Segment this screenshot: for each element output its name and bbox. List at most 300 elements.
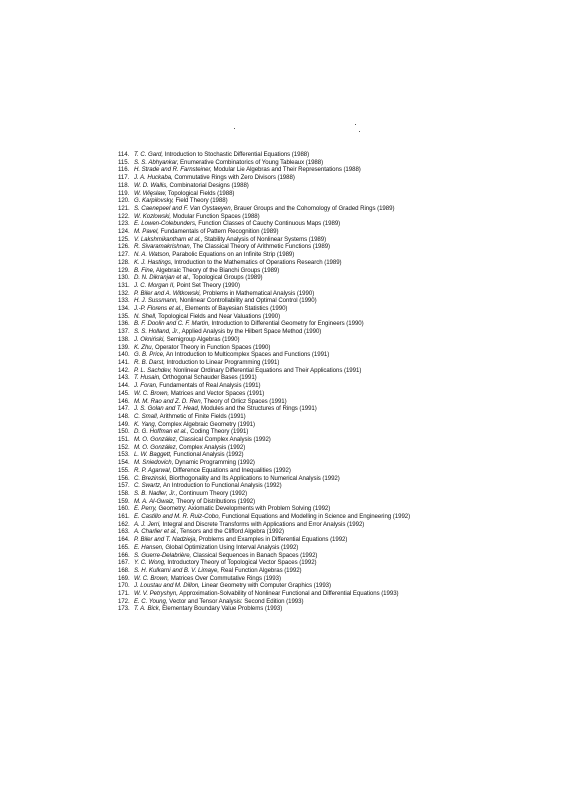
entry-author: S. H. Kulkarni and B. V. Limaye, — [134, 566, 219, 574]
entry-title: Commutative Rings with Zero Divisors (1988) — [174, 174, 295, 182]
list-item — [118, 498, 448, 506]
list-item — [118, 282, 448, 290]
entry-text — [134, 428, 448, 436]
entry-author: L. W. Baggett, — [134, 451, 172, 459]
entry-author: S. Guerre-Delabrière, — [134, 551, 192, 559]
entry-text — [134, 505, 448, 513]
entry-author: W. V. Petryshyn, — [134, 590, 178, 598]
list-item — [118, 174, 448, 182]
list-item — [118, 398, 448, 406]
entry-author: M. Pavel, — [134, 228, 159, 236]
entry-text — [134, 359, 448, 367]
entry-number: 151. — [118, 436, 130, 444]
entry-author: J. Loustau and M. Dillon, — [134, 582, 200, 590]
entry-author: D. G. Hoffman et al., — [134, 428, 189, 436]
entry-text — [134, 259, 448, 267]
entry-title: Theory of Distributions (1992) — [176, 497, 256, 505]
entry-number: 118. — [118, 181, 130, 189]
entry-author: N. A. Watson, — [134, 251, 171, 259]
list-item — [118, 575, 448, 583]
entry-text — [134, 598, 448, 606]
entry-text — [134, 297, 448, 305]
entry-title: Elementary Boundary Value Problems (1993) — [162, 605, 283, 613]
entry-author: J. Foran, — [134, 382, 158, 390]
entry-title: Matrices and Vector Spaces (1991) — [170, 389, 265, 397]
list-item — [118, 559, 448, 567]
entry-title: Field Theory (1988) — [175, 197, 228, 205]
entry-number: 167. — [118, 559, 130, 567]
entry-author: R. P. Agarwal, — [134, 466, 172, 474]
list-item — [118, 220, 448, 228]
entry-title: Introduction to Stochastic Differential Equations (1988) — [164, 151, 310, 158]
entry-author: E. Lowen-Colebunders, — [134, 220, 197, 228]
entry-text — [134, 344, 448, 352]
entry-number: 136. — [118, 320, 130, 328]
entry-number: 114. — [118, 151, 130, 158]
entry-text — [134, 336, 448, 344]
entry-title: Approximation-Solvability of Nonlinear Functional and Differential Equations (1993) — [179, 590, 399, 598]
list-item — [118, 428, 448, 436]
list-item — [118, 552, 448, 560]
entry-author: J. C. Morgan II, — [134, 281, 175, 289]
entry-title: Biorthogonality and Its Applications to Numerical Analysis (1992) — [169, 474, 340, 482]
entry-title: Semigroup Algebras (1990) — [166, 335, 240, 343]
entry-text — [134, 390, 448, 398]
list-item — [118, 374, 448, 382]
entry-number: 166. — [118, 551, 130, 559]
list-item — [118, 336, 448, 344]
entry-text — [134, 220, 448, 228]
entry-text — [134, 382, 448, 390]
entry-author: P. Biler and T. Nadzieja, — [134, 536, 198, 544]
entry-title: Linear Geometry with Computer Graphics (1993) — [201, 582, 331, 590]
entry-title: Global Optimization Using Interval Analysis (1992) — [165, 543, 299, 551]
entry-author: E. Perry, — [134, 505, 157, 513]
entry-number: 162. — [118, 520, 130, 528]
entry-number: 158. — [118, 489, 130, 497]
entry-author: D. N. Dikranjan et al., — [134, 274, 191, 282]
entry-author: N. Shell, — [134, 312, 157, 320]
entry-number: 146. — [118, 397, 130, 405]
entry-author: J. Okniński, — [134, 335, 165, 343]
list-item — [118, 313, 448, 321]
entry-number: 170. — [118, 582, 130, 590]
entry-author: M. Sniedovich, — [134, 459, 174, 467]
entry-title: Functional Analysis (1992) — [173, 451, 244, 459]
entry-title: Coding Theory (1991) — [190, 428, 249, 436]
entry-text — [134, 490, 448, 498]
list-item — [118, 151, 448, 159]
entry-author: J. A. Huckaba, — [134, 174, 173, 182]
entry-author: P. L. Sachdev, — [134, 366, 172, 374]
entry-number: 156. — [118, 474, 130, 482]
entry-author: S. B. Nadler, Jr., — [134, 489, 178, 497]
entry-number: 152. — [118, 443, 130, 451]
list-item — [118, 367, 448, 375]
entry-author: W. C. Brown, — [134, 574, 170, 582]
list-item — [118, 297, 448, 305]
entry-number: 147. — [118, 405, 130, 413]
entry-text — [134, 605, 448, 613]
list-item — [118, 536, 448, 544]
entry-text — [134, 590, 448, 598]
entry-number: 171. — [118, 590, 130, 598]
entry-text — [134, 213, 448, 221]
entry-number: 116. — [118, 166, 130, 174]
entry-text — [134, 513, 448, 521]
entry-text — [134, 528, 448, 536]
list-item — [118, 305, 448, 313]
entry-title: Topological Groups (1989) — [192, 274, 263, 282]
entry-number: 169. — [118, 574, 130, 582]
entry-title: Problems and Examples in Differential Equations (1992) — [198, 536, 348, 544]
list-item — [118, 528, 448, 536]
entry-text — [134, 413, 448, 421]
list-item — [118, 359, 448, 367]
list-item — [118, 274, 448, 282]
entry-author: E. Castillo and M. R. Ruiz-Cobo, — [134, 513, 221, 521]
scan-speck — [359, 131, 360, 132]
entry-text — [134, 236, 448, 244]
entry-author: S. S. Holland, Jr., — [134, 328, 181, 336]
entry-text — [134, 328, 448, 336]
entry-author: E. Hansen, — [134, 543, 164, 551]
list-item — [118, 413, 448, 421]
entry-author: G. B. Price, — [134, 351, 165, 359]
entry-text — [134, 190, 448, 198]
entry-title: Complex Algebraic Geometry (1991) — [158, 420, 255, 428]
scan-speck — [234, 128, 235, 129]
list-item — [118, 405, 448, 413]
entry-number: 157. — [118, 482, 130, 490]
entry-number: 121. — [118, 204, 130, 212]
entry-title: Continuum Theory (1992) — [178, 489, 248, 497]
entry-author: S. S. Abhyankar, — [134, 158, 179, 166]
entry-text — [134, 482, 448, 490]
entry-number: 141. — [118, 358, 130, 366]
list-item — [118, 482, 448, 490]
entry-title: Algebraic Theory of the Bianchi Groups (1989) — [155, 266, 280, 274]
entry-author: C. Small, — [134, 412, 159, 420]
list-item — [118, 582, 448, 590]
entry-title: Function Classes of Cauchy Continuous Maps (1989) — [198, 220, 341, 228]
entry-title: Topological Fields and Near Valuations (1990) — [158, 312, 281, 320]
entry-title: Orthogonal Schauder Bases (1991) — [162, 374, 257, 382]
list-item — [118, 451, 448, 459]
entry-text — [134, 267, 448, 275]
list-item — [118, 228, 448, 236]
list-item — [118, 159, 448, 167]
entry-text — [134, 243, 448, 251]
entry-title: Modules and the Structures of Rings (1991) — [200, 405, 317, 413]
entry-number: 149. — [118, 420, 130, 428]
entry-text — [134, 498, 448, 506]
entry-title: Problems in Mathematical Analysis (1990) — [202, 289, 315, 297]
entry-author: M. A. Al-Gwaiz, — [134, 497, 175, 505]
entry-title: Modular Function Spaces (1988) — [172, 212, 260, 220]
list-item — [118, 467, 448, 475]
entry-author: M. O. González, — [134, 436, 178, 444]
entry-number: 115. — [118, 158, 130, 166]
entry-title: Matrices Over Commutative Rings (1993) — [170, 574, 281, 582]
entry-number: 124. — [118, 228, 130, 236]
entry-author: H. J. Sussmann, — [134, 297, 178, 305]
entry-number: 125. — [118, 235, 130, 243]
entry-title: Complex Analysis (1992) — [178, 443, 246, 451]
entry-text — [134, 197, 448, 205]
entry-author: W. C. Brown, — [134, 389, 170, 397]
entry-text — [134, 351, 448, 359]
entry-number: 127. — [118, 251, 130, 259]
list-item — [118, 236, 448, 244]
entry-title: Introduction to the Mathematics of Operations Research (1989) — [174, 258, 342, 266]
list-item — [118, 197, 448, 205]
entry-title: Modular Lie Algebras and Their Representations (1988) — [213, 166, 361, 174]
list-item — [118, 267, 448, 275]
entry-text — [134, 567, 448, 575]
entry-number: 128. — [118, 258, 130, 266]
entry-text — [134, 467, 448, 475]
entry-author: E. C. Young, — [134, 597, 168, 605]
entry-title: Elements of Bayesian Statistics (1990) — [184, 305, 288, 313]
entry-title: Introduction to Linear Programming (1991) — [166, 358, 280, 366]
entry-text — [134, 274, 448, 282]
entry-number: 139. — [118, 343, 130, 351]
entry-title: Theory of Orlicz Spaces (1991) — [203, 397, 287, 405]
entry-author: M. M. Rao and Z. D. Ren, — [134, 397, 203, 405]
entry-text — [134, 451, 448, 459]
list-item — [118, 320, 448, 328]
entry-text — [134, 313, 448, 321]
entry-title: Nonlinear Ordinary Differential Equations and Their Applications (1991) — [173, 366, 362, 374]
list-item — [118, 390, 448, 398]
entry-author: T. C. Gard, — [134, 151, 164, 158]
entry-text — [134, 421, 448, 429]
list-item — [118, 505, 448, 513]
entry-number: 168. — [118, 566, 130, 574]
entry-text — [134, 536, 448, 544]
entry-number: 122. — [118, 212, 130, 220]
entry-author: J.-P. Florens et al., — [134, 305, 184, 313]
entry-title: Geometry: Axiomatic Developments with Problem Solving (1992) — [158, 505, 331, 513]
list-item — [118, 605, 448, 613]
entry-author: A. J. Jerri, — [134, 520, 161, 528]
entry-title: Combinatorial Designs (1988) — [169, 181, 249, 189]
entry-text — [134, 405, 448, 413]
entry-author: S. Caenepeel and F. Van Oystaeyen, — [134, 204, 233, 212]
entry-title: Tensors and the Clifford Algebra (1992) — [179, 528, 284, 536]
entry-number: 130. — [118, 274, 130, 282]
list-item — [118, 590, 448, 598]
entry-title: Arithmetic of Finite Fields (1991) — [159, 412, 246, 420]
entry-number: 163. — [118, 528, 130, 536]
entry-number: 161. — [118, 513, 130, 521]
entry-number: 132. — [118, 289, 130, 297]
list-item — [118, 205, 448, 213]
entry-title: Difference Equations and Inequalities (1992) — [172, 466, 291, 474]
entry-author: T. Husain, — [134, 374, 161, 382]
entry-number: 129. — [118, 266, 130, 274]
entry-title: Classical Sequences in Banach Spaces (1992) — [192, 551, 318, 559]
entry-title: Fundamentals of Pattern Recognition (1989) — [160, 228, 279, 236]
entry-number: 144. — [118, 382, 130, 390]
entry-text — [134, 182, 448, 190]
entry-title: The Classical Theory of Arithmetic Functions (1989) — [192, 243, 331, 251]
entry-number: 131. — [118, 281, 130, 289]
entry-number: 143. — [118, 374, 130, 382]
entry-author: K. Yang, — [134, 420, 157, 428]
entry-number: 142. — [118, 366, 130, 374]
entry-number: 138. — [118, 335, 130, 343]
list-item — [118, 259, 448, 267]
entry-author: W. Kozlowski, — [134, 212, 172, 220]
entry-text — [134, 174, 448, 182]
entry-author: T. A. Bick, — [134, 605, 161, 613]
list-item — [118, 351, 448, 359]
entry-text — [134, 398, 448, 406]
entry-number: 145. — [118, 389, 130, 397]
entry-title: Point Set Theory (1990) — [176, 281, 240, 289]
entry-title: An Introduction to Multicomplex Spaces and Functions (1991) — [165, 351, 330, 359]
entry-number: 159. — [118, 497, 130, 505]
entry-author: B. Fine, — [134, 266, 155, 274]
list-item — [118, 567, 448, 575]
series-title-list — [118, 151, 448, 613]
entry-title: Operator Theory in Function Spaces (1990) — [154, 343, 271, 351]
entry-number: 119. — [118, 189, 130, 197]
entry-text — [134, 305, 448, 313]
entry-title: Classical Complex Analysis (1992) — [178, 436, 271, 444]
entry-author: G. Karpilovsky, — [134, 197, 174, 205]
entry-text — [134, 282, 448, 290]
entry-number: 133. — [118, 297, 130, 305]
list-item — [118, 290, 448, 298]
entry-author: W. D. Wallis, — [134, 181, 168, 189]
entry-author: A. Charlier et al., — [134, 528, 179, 536]
list-item — [118, 598, 448, 606]
entry-text — [134, 166, 448, 174]
entry-text — [134, 436, 448, 444]
entry-number: 140. — [118, 351, 130, 359]
entry-title: Introduction to Differential Geometry for Engineers (1990) — [211, 320, 364, 328]
list-item — [118, 459, 448, 467]
entry-title: Dynamic Programming (1992) — [174, 459, 255, 467]
entry-author: R. Sivaramakrishnan, — [134, 243, 192, 251]
list-item — [118, 513, 448, 521]
entry-author: R. B. Darst, — [134, 358, 165, 366]
entry-number: 135. — [118, 312, 130, 320]
entry-text — [134, 151, 448, 159]
entry-title: Introductory Theory of Topological Vector Spaces (1992) — [167, 559, 317, 567]
list-item — [118, 444, 448, 452]
entry-text — [134, 290, 448, 298]
entry-text — [134, 205, 448, 213]
list-item — [118, 521, 448, 529]
entry-author: B. F. Doolin and C. F. Martin, — [134, 320, 210, 328]
entry-author: H. Strade and R. Farnsteiner, — [134, 166, 212, 174]
entry-author: K. J. Hastings, — [134, 258, 173, 266]
list-item — [118, 382, 448, 390]
list-item — [118, 213, 448, 221]
entry-title: Functional Equations and Modelling in Science and Engineering (1992) — [221, 513, 411, 521]
entry-author: K. Zhu, — [134, 343, 154, 351]
entry-number: 150. — [118, 428, 130, 436]
list-item — [118, 182, 448, 190]
entry-author: M. O. González, — [134, 443, 178, 451]
entry-text — [134, 320, 448, 328]
entry-number: 120. — [118, 197, 130, 205]
entry-text — [134, 444, 448, 452]
entry-title: Topological Fields (1988) — [167, 189, 235, 197]
entry-number: 153. — [118, 451, 130, 459]
entry-number: 173. — [118, 605, 130, 613]
entry-number: 126. — [118, 243, 130, 251]
entry-title: Brauer Groups and the Cohomology of Graded Rings (1989) — [233, 204, 395, 212]
entry-number: 123. — [118, 220, 130, 228]
entry-number: 137. — [118, 328, 130, 336]
entry-number: 134. — [118, 305, 130, 313]
entry-title: Integral and Discrete Transforms with Applications and Error Analysis (1992) — [162, 520, 365, 528]
entry-text — [134, 582, 448, 590]
entry-title: An Introduction to Functional Analysis (1992) — [162, 482, 282, 490]
list-item — [118, 475, 448, 483]
entry-number: 172. — [118, 597, 130, 605]
entry-title: Parabolic Equations on an Infinite Strip (1989) — [172, 251, 295, 259]
entry-text — [134, 251, 448, 259]
entry-author: C. Swartz, — [134, 482, 162, 490]
entry-number: 148. — [118, 412, 130, 420]
entry-number: 160. — [118, 505, 130, 513]
entry-number: 154. — [118, 459, 130, 467]
entry-author: C. Brezinski, — [134, 474, 168, 482]
entry-text — [134, 559, 448, 567]
entry-title: Enumerative Combinatorics of Young Tableaux (1988) — [180, 158, 324, 166]
entry-title: Fundamentals of Real Analysis (1991) — [159, 382, 261, 390]
entry-title: Stability Analysis of Nonlinear Systems (1989) — [204, 235, 327, 243]
list-item — [118, 251, 448, 259]
entry-number: 165. — [118, 543, 130, 551]
entry-title: Real Function Algebras (1992) — [220, 566, 302, 574]
list-item — [118, 166, 448, 174]
entry-number: 155. — [118, 466, 130, 474]
entry-number: 164. — [118, 536, 130, 544]
entry-text — [134, 159, 448, 167]
entry-text — [134, 521, 448, 529]
entry-author: W. Więsław, — [134, 189, 167, 197]
entry-author: P. Biler and A. Witkowski, — [134, 289, 202, 297]
entry-title: Nonlinear Controllability and Optimal Control (1990) — [179, 297, 317, 305]
entry-text — [134, 552, 448, 560]
scan-speck — [355, 124, 356, 125]
list-item — [118, 421, 448, 429]
list-item — [118, 190, 448, 198]
entry-author: V. Lakshmikantham et al., — [134, 235, 203, 243]
entry-text — [134, 544, 448, 552]
list-item — [118, 490, 448, 498]
entry-title: Applied Analysis by the Hilbert Space Method (1990) — [181, 328, 322, 336]
entry-title: Vector and Tensor Analysis: Second Edition (1993) — [169, 597, 304, 605]
entry-text — [134, 228, 448, 236]
entry-text — [134, 367, 448, 375]
entry-author: J. S. Golan and T. Head, — [134, 405, 200, 413]
list-item — [118, 243, 448, 251]
entry-text — [134, 575, 448, 583]
entry-text — [134, 374, 448, 382]
list-item — [118, 328, 448, 336]
entry-text — [134, 475, 448, 483]
list-item — [118, 344, 448, 352]
list-item — [118, 436, 448, 444]
